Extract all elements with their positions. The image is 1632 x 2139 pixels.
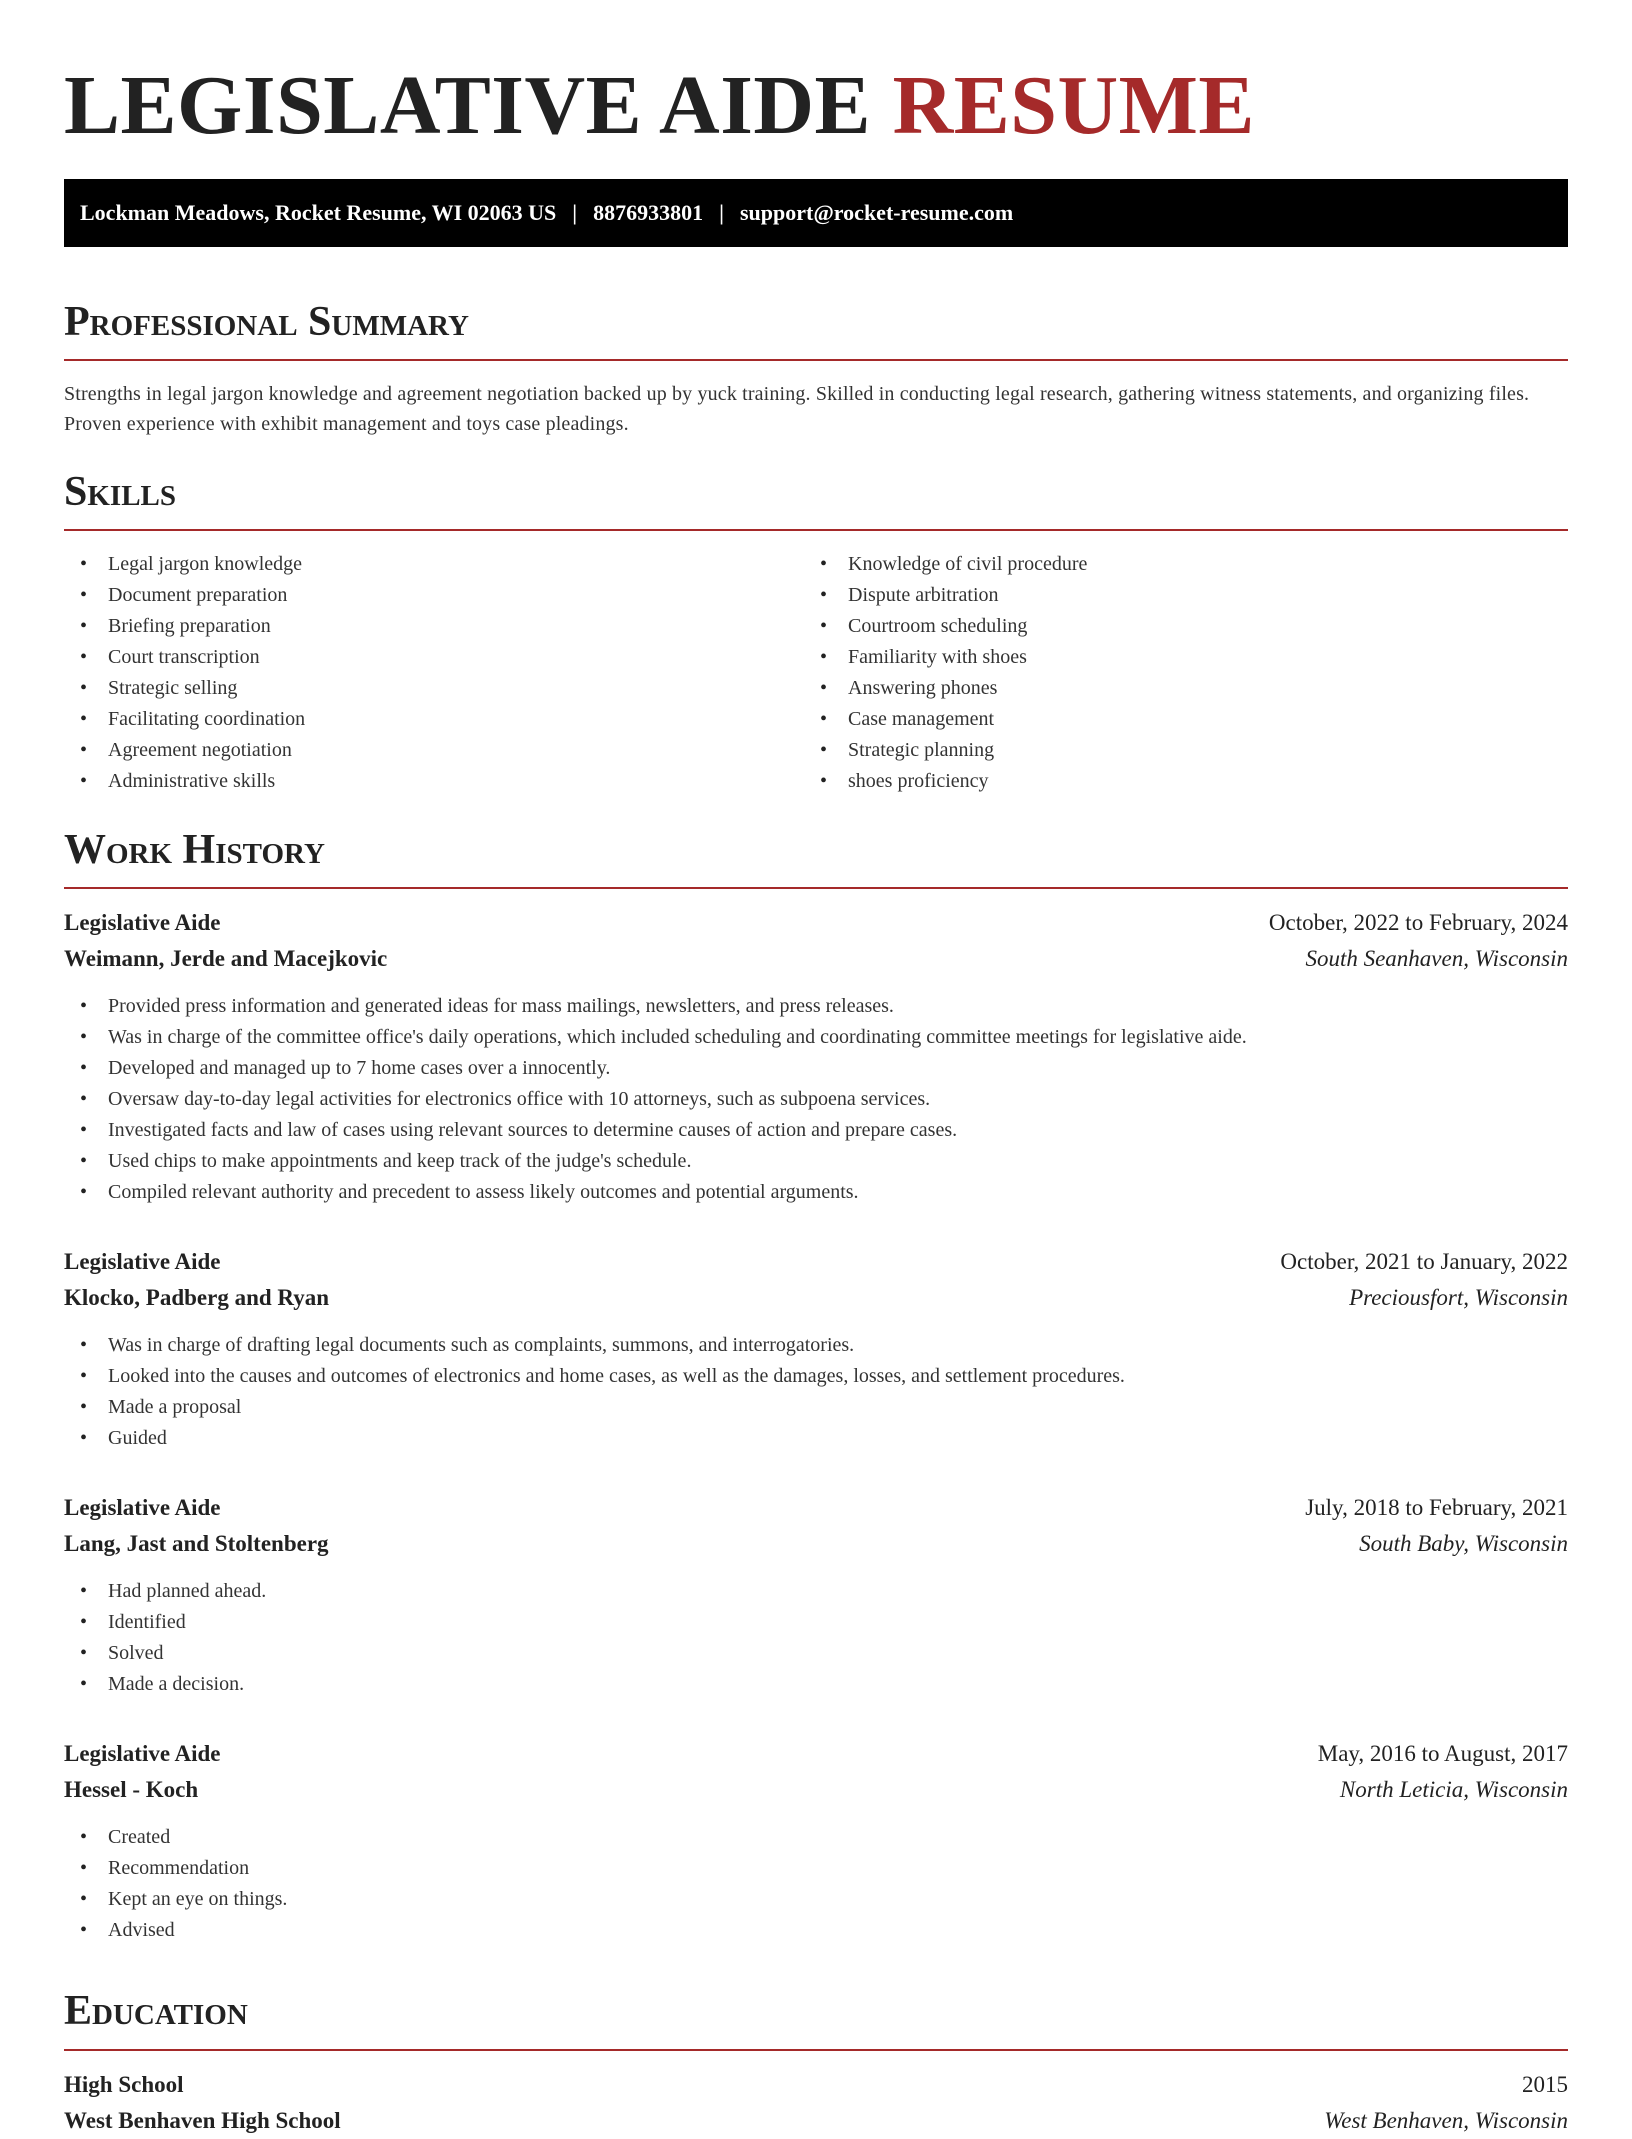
job-location: North Leticia, Wisconsin bbox=[1339, 1777, 1568, 1803]
skill-item: • Administrative skills bbox=[64, 766, 804, 797]
skill-item: • Case management bbox=[804, 704, 1544, 735]
contact-address: Lockman Meadows, Rocket Resume, WI 02063 US bbox=[80, 199, 557, 225]
job-company-row bbox=[64, 1280, 1568, 1316]
job-company-row bbox=[64, 1772, 1568, 1808]
skill-item: • Agreement negotiation bbox=[64, 735, 804, 766]
resume-title bbox=[64, 56, 1568, 157]
education-year: 2015 bbox=[1522, 2071, 1568, 2097]
work-divider bbox=[64, 887, 1568, 889]
job-bullet: • Kept an eye on things. bbox=[64, 1884, 1568, 1915]
job-company: Klocko, Padberg and Ryan bbox=[64, 1285, 330, 1311]
job-bullet: • Compiled relevant authority and precedent to assess likely outcomes and potential arguments. bbox=[64, 1177, 1568, 1208]
job-bullet: • Had planned ahead. bbox=[64, 1576, 1568, 1607]
skill-item: • Document preparation bbox=[64, 580, 804, 611]
skills-divider bbox=[64, 529, 1568, 531]
education-divider bbox=[64, 2049, 1568, 2051]
job-location: South Seanhaven, Wisconsin bbox=[1305, 946, 1568, 972]
job-bullet: • Identified bbox=[64, 1607, 1568, 1638]
job-company: Hessel - Koch bbox=[64, 1777, 199, 1803]
job-dates: July, 2018 to February, 2021 bbox=[1305, 1495, 1568, 1521]
job-dates: October, 2021 to January, 2022 bbox=[1280, 1249, 1568, 1275]
skill-item: • Court transcription bbox=[64, 642, 804, 673]
education-school: West Benhaven High School bbox=[64, 2107, 341, 2133]
job-entry bbox=[64, 1736, 1568, 1946]
skills-grid bbox=[64, 549, 1568, 797]
resume-page bbox=[64, 0, 1568, 2139]
job-bullet: • Recommendation bbox=[64, 1853, 1568, 1884]
job-bullet: • Developed and managed up to 7 home cases over a innocently. bbox=[64, 1053, 1568, 1084]
skill-item: • shoes proficiency bbox=[804, 766, 1544, 797]
job-location: Preciousfort, Wisconsin bbox=[1349, 1285, 1568, 1311]
contact-separator: | bbox=[719, 199, 724, 225]
job-bullet: • Guided bbox=[64, 1423, 1568, 1454]
education-heading: Education bbox=[64, 1988, 248, 2035]
skill-item: • Dispute arbitration bbox=[804, 580, 1544, 611]
job-title: Legislative Aide bbox=[64, 910, 221, 936]
job-title: Legislative Aide bbox=[64, 1495, 221, 1521]
contact-email[interactable]: support@rocket-resume.com bbox=[739, 199, 1014, 225]
job-bullet: • Provided press information and generated ideas for mass mailings, newsletters, and press releases. bbox=[64, 991, 1568, 1022]
contact-bar bbox=[64, 179, 1568, 247]
skill-item: • Knowledge of civil procedure bbox=[804, 549, 1544, 580]
skills-section bbox=[64, 469, 1568, 797]
job-dates: October, 2022 to February, 2024 bbox=[1268, 910, 1568, 936]
job-bullet: • Investigated facts and law of cases using relevant sources to determine causes of action and prepare cases. bbox=[64, 1115, 1568, 1146]
job-entry bbox=[64, 905, 1568, 1208]
job-location: South Baby, Wisconsin bbox=[1359, 1531, 1568, 1557]
education-entry bbox=[64, 2067, 1568, 2139]
job-header-row bbox=[64, 905, 1568, 941]
skills-right-column bbox=[804, 549, 1544, 797]
job-bullets bbox=[64, 991, 1568, 1208]
job-header-row bbox=[64, 1490, 1568, 1526]
skills-heading: Skills bbox=[64, 468, 177, 515]
skill-item: • Answering phones bbox=[804, 673, 1544, 704]
work-heading: Work History bbox=[64, 827, 325, 874]
education-section bbox=[64, 1988, 1568, 2138]
job-header-row bbox=[64, 1736, 1568, 1772]
job-bullets bbox=[64, 1576, 1568, 1700]
skill-item: • Familiarity with shoes bbox=[804, 642, 1544, 673]
job-bullet: • Looked into the causes and outcomes of electronics and home cases, as well as the damages, losses, and settlement procedures. bbox=[64, 1361, 1568, 1392]
job-company-row bbox=[64, 1526, 1568, 1562]
job-bullet: • Made a proposal bbox=[64, 1392, 1568, 1423]
job-header-row bbox=[64, 1244, 1568, 1280]
job-bullet: • Used chips to make appointments and keep track of the judge's schedule. bbox=[64, 1146, 1568, 1177]
job-list bbox=[64, 905, 1568, 1946]
job-entry bbox=[64, 1244, 1568, 1454]
education-degree: High School bbox=[64, 2071, 184, 2097]
job-bullet: • Made a decision. bbox=[64, 1669, 1568, 1700]
summary-heading: Professional Summary bbox=[64, 298, 469, 345]
job-title: Legislative Aide bbox=[64, 1741, 221, 1767]
skill-item: • Strategic planning bbox=[804, 735, 1544, 766]
skill-item: • Legal jargon knowledge bbox=[64, 549, 804, 580]
job-bullet: • Was in charge of drafting legal documents such as complaints, summons, and interrogatories. bbox=[64, 1330, 1568, 1361]
title-accent: RESUME bbox=[892, 59, 1255, 152]
job-title: Legislative Aide bbox=[64, 1249, 221, 1275]
job-entry bbox=[64, 1490, 1568, 1700]
job-company-row bbox=[64, 941, 1568, 977]
summary-divider bbox=[64, 359, 1568, 361]
summary-section bbox=[64, 299, 1568, 439]
summary-text: Strengths in legal jargon knowledge and agreement negotiation backed up by yuck training. Skilled in conducting legal research, gathering witness statements, and organizing files. Proven experience with exhibit management and toys case pleadings. bbox=[64, 382, 1530, 435]
title-main: LEGISLATIVE AIDE bbox=[64, 59, 872, 152]
job-company: Lang, Jast and Stoltenberg bbox=[64, 1531, 329, 1557]
education-location: West Benhaven, Wisconsin bbox=[1324, 2107, 1568, 2133]
skill-item: • Facilitating coordination bbox=[64, 704, 804, 735]
work-section bbox=[64, 827, 1568, 1946]
skill-item: • Courtroom scheduling bbox=[804, 611, 1544, 642]
job-bullet: • Advised bbox=[64, 1915, 1568, 1946]
job-company: Weimann, Jerde and Macejkovic bbox=[64, 946, 388, 972]
job-bullets bbox=[64, 1330, 1568, 1454]
job-dates: May, 2016 to August, 2017 bbox=[1317, 1741, 1568, 1767]
contact-phone: 8876933801 bbox=[593, 199, 704, 225]
contact-separator: | bbox=[572, 199, 578, 225]
job-bullet: • Created bbox=[64, 1822, 1568, 1853]
skills-left-column bbox=[64, 549, 804, 797]
job-bullets bbox=[64, 1822, 1568, 1946]
skill-item: • Strategic selling bbox=[64, 673, 804, 704]
job-bullet: • Was in charge of the committee office's daily operations, which included scheduling and coordinating committee meetings for legislative aide. bbox=[64, 1022, 1568, 1053]
job-bullet: • Solved bbox=[64, 1638, 1568, 1669]
job-bullet: • Oversaw day-to-day legal activities for electronics office with 10 attorneys, such as subpoena services. bbox=[64, 1084, 1568, 1115]
skill-item: • Briefing preparation bbox=[64, 611, 804, 642]
